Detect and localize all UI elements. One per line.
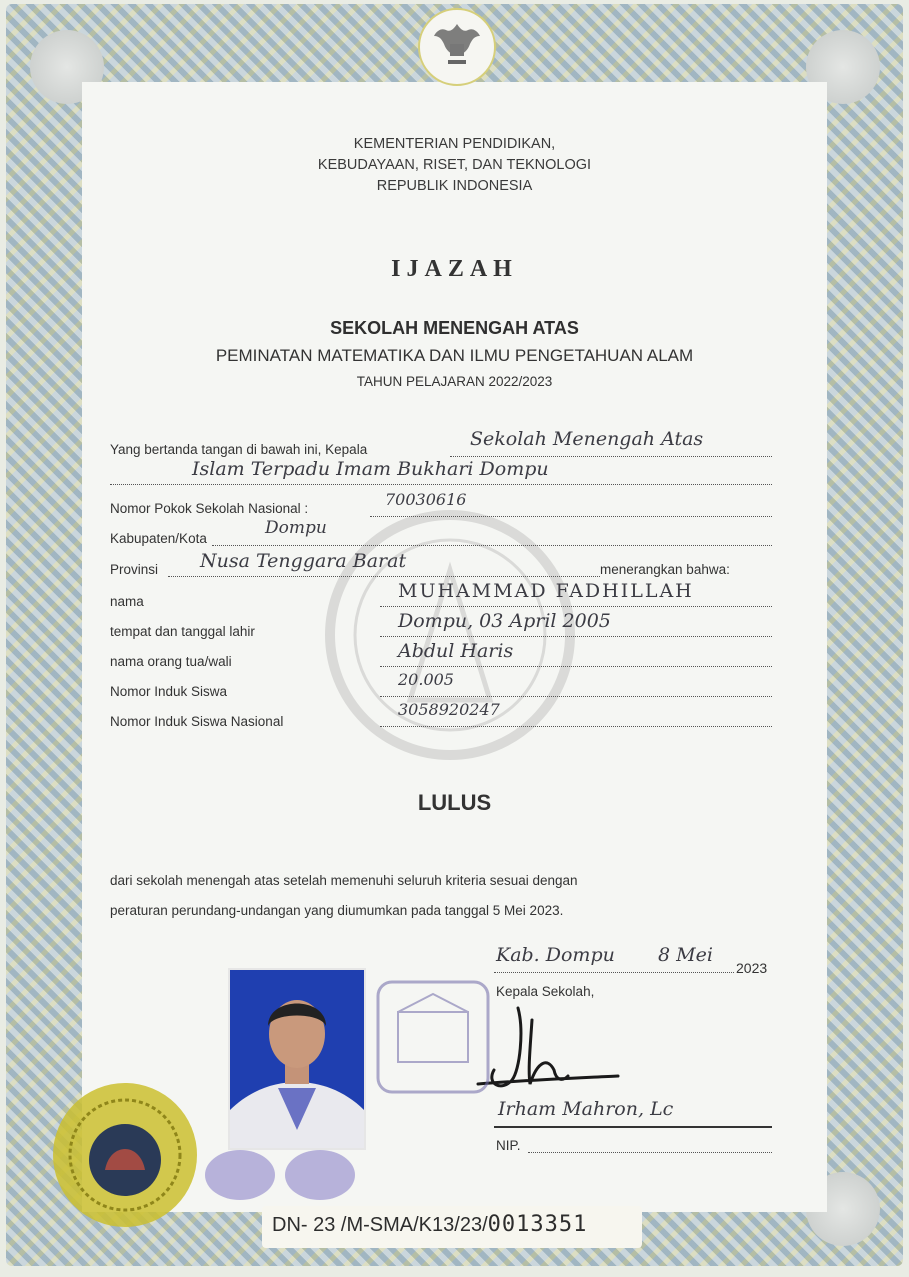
ministry-line-2: KEBUDAYAAN, RISET, DAN TEKNOLOGI [317,157,592,173]
signature-place: Kab. Dompu [496,944,615,966]
serial-number [272,1212,587,1237]
thumbprint-left [205,1150,275,1200]
ministry-heading [0,134,909,197]
ortu-label: nama orang tua/wali [110,654,232,669]
npsn-label: Nomor Pokok Sekolah Nasional : [110,501,309,516]
dotted-line [110,484,772,485]
nama-label: nama [110,594,144,609]
principal-name: Irham Mahron, Lc [498,1098,674,1120]
dotted-line [380,606,772,607]
intro-label: Yang bertanda tangan di bawah ini, Kepala [110,442,368,457]
dotted-line [380,726,772,727]
nis-label: Nomor Induk Siswa [110,684,228,699]
thumbprint-right [285,1150,355,1200]
nip-label: NIP. [496,1138,521,1153]
ttl-value: Dompu, 03 April 2005 [398,610,611,632]
tut-wuri-handayani-watermark-icon [315,500,585,770]
school-name-line-2: Islam Terpadu Imam Bukhari Dompu [192,458,549,480]
school-name-line-1: Sekolah Menengah Atas [470,428,704,450]
document-title: IJAZAH [391,256,518,282]
serial-prefix: DN- 23 /M-SMA/K13/23/ [272,1214,488,1236]
result-status: LULUS [417,790,492,815]
dotted-line [528,1152,772,1153]
dotted-line [380,666,772,667]
serial-digits: 0013351 [487,1212,588,1237]
school-stamp-icon [368,972,498,1102]
dotted-line [450,456,772,457]
dotted-line [168,576,600,577]
kabupaten-value: Dompu [265,518,327,538]
nisn-value: 3058920247 [398,700,500,719]
dotted-line [380,696,772,697]
signature-role: Kepala Sekolah, [496,984,595,999]
npsn-value: 70030616 [385,490,467,509]
garuda-emblem-icon [418,8,496,86]
ministry-line-3: REPUBLIK INDONESIA [376,178,533,194]
school-level: SEKOLAH MENENGAH ATAS [330,318,579,338]
ministry-line-1: KEMENTERIAN PENDIDIKAN, [353,136,556,152]
dotted-line [494,972,734,973]
signature-date: 8 Mei [658,944,713,966]
statement-line-2: peraturan perundang-undangan yang diumumkan pada tanggal 5 Mei 2023. [110,903,564,918]
ttl-label: tempat dan tanggal lahir [110,624,255,639]
name-underline [494,1126,772,1128]
nama-value: MUHAMMAD FADHILLAH [398,580,694,602]
provinsi-value: Nusa Tenggara Barat [200,550,407,572]
academic-year: TAHUN PELAJARAN 2022/2023 [356,374,553,389]
kabupaten-label: Kabupaten/Kota [110,531,207,546]
menerangkan-label: menerangkan bahwa: [600,562,730,577]
nisn-label: Nomor Induk Siswa Nasional [110,714,284,729]
program-name: PEMINATAN MATEMATIKA DAN ILMU PENGETAHUAN ALAM [215,346,694,365]
statement-line-1: dari sekolah menengah atas setelah memenuhi seluruh kriteria sesuai dengan [110,873,578,888]
ortu-value: Abdul Haris [398,640,514,662]
provinsi-label: Provinsi [110,562,159,577]
dotted-line [380,636,772,637]
signature-year: 2023 [736,960,768,976]
dotted-line [370,516,772,517]
nis-value: 20.005 [398,670,454,689]
dotted-line [212,545,772,546]
student-photo [228,968,366,1150]
hologram-seal-icon [50,1080,200,1230]
